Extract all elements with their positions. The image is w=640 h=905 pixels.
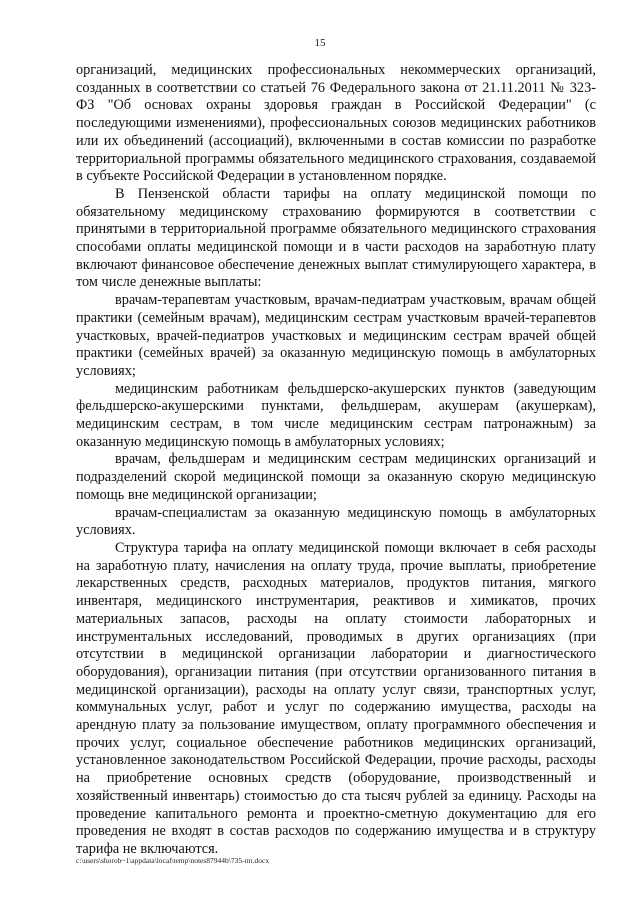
paragraph-continuation: организаций, медицинских профессиональных некоммерческих организаций, созданных в соответствии со статьей 76 Федерального закона от 21.11.2011 № 323-ФЗ "Об основах охраны здоровья граждан в Российской Федерации" (с последующими изменениями), профессиональных союзов медицинских работников или их объединений (ассоциаций), включенными в состав комиссии по разработке территориальной программы обязательного медицинского страхования, создаваемой в субъекте Российской Федерации в установленном порядке. [76, 62, 596, 185]
page-number: 15 [314, 37, 326, 49]
footer-file-path: c:\users\shorob~1\appdata\local\temp\notes87944b\735-пп.docx [76, 856, 270, 865]
paragraph-tariffs-intro: В Пензенской области тарифы на оплату медицинской помощи по обязательному медицинскому страхованию формируются в соответствии с принятыми в территориальной программе обязательного медицинского страхования способами оплаты медицинской помощи и в части расходов на заработную плату включают финансовое обеспечение денежных выплат стимулирующего характера, в том числе денежные выплаты: [76, 185, 596, 291]
paragraph-payments-ambulance: врачам, фельдшерам и медицинским сестрам медицинских организаций и подразделений скорой медицинской помощи за оказанную скорую медицинскую помощь вне медицинской организации; [76, 451, 596, 503]
paragraph-payments-feldsher-points: медицинским работникам фельдшерско-акушерских пунктов (заведующим фельдшерско-акушерскими пунктами, фельдшерам, акушерам (акушеркам), медицинским сестрам, в том числе медицинским сестрам патронажным) за оказанную медицинскую помощь в амбулаторных условиях; [76, 380, 596, 450]
paragraph-payments-specialists: врачам-специалистам за оказанную медицинскую помощь в амбулаторных условиях. [76, 504, 596, 539]
paragraph-payments-district-doctors: врачам-терапевтам участковым, врачам-педиатрам участковым, врачам общей практики (семейным врачам), медицинским сестрам участковым врачей-терапевтов участковых, врачей-педиатров участковых и медицинским сестрам врачей общей практики (семейных врачей) за оказанную медицинскую помощь в амбулаторных условиях; [76, 292, 596, 379]
paragraph-tariff-structure: Структура тарифа на оплату медицинской помощи включает в себя расходы на заработную плату, начисления на оплату труда, прочие выплаты, приобретение лекарственных средств, расходных материалов, продуктов питания, мягкого инвентаря, медицинского инструментария, реактивов и химикатов, прочих материальных запасов, расходы на оплату стоимости лабораторных и инструментальных исследований, проводимых в других организациях (при отсутствии в медицинской организации лаборатории и диагностического оборудования), организации питания (при отсутствии организованного питания в медицинской организации), расходы на оплату услуг связи, транспортных услуг, коммунальных услуг, работ и услуг по содержанию имущества, расходы на арендную плату за пользование имуществом, оплату программного обеспечения и прочих услуг, социальное обеспечение работников медицинских организаций, установленное законодательством Российской Федерации, прочие расходы, расходы на приобретение основных средств (оборудование, производственный и хозяйственный инвентарь) стоимостью до ста тысяч рублей за единицу. Расходы на проведение капитального ремонта и проектно-сметную документацию для его проведения не входят в состав расходов по содержанию имущества и в структуру тарифа не включаются. [76, 539, 596, 857]
document-body [76, 62, 596, 859]
